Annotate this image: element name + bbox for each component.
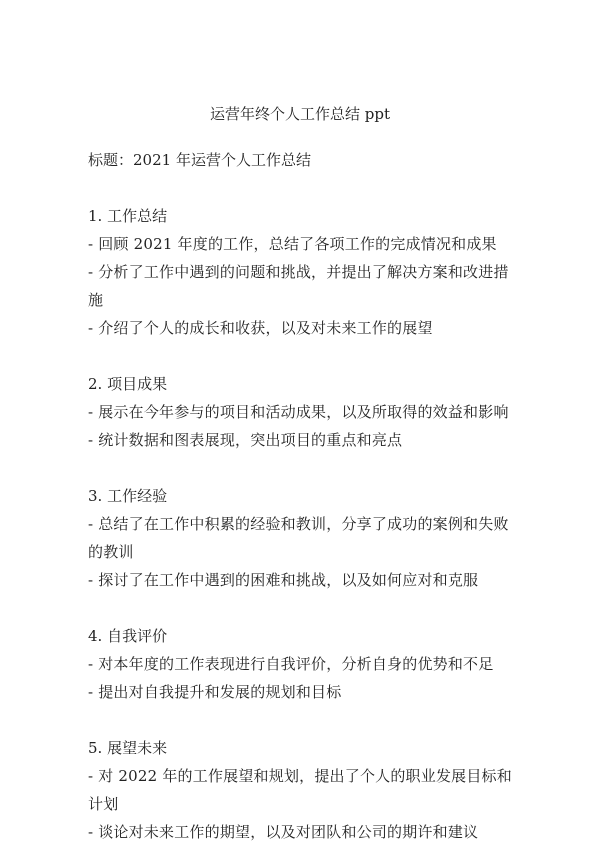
bullet-item: - 对本年度的工作表现进行自我评价，分析自身的优势和不足 bbox=[88, 655, 494, 673]
bullet-item: - 谈论对未来工作的期望，以及对团队和公司的期许和建议 bbox=[88, 823, 479, 841]
bullet-item: - 统计数据和图表展现，突出项目的重点和亮点 bbox=[88, 431, 403, 449]
section-heading: 5. 展望未来 bbox=[88, 739, 168, 757]
bullet-item: - 介绍了个人的成长和收获，以及对未来工作的展望 bbox=[88, 319, 433, 337]
section-heading: 2. 项目成果 bbox=[88, 375, 168, 393]
bullet-item: - 分析了工作中遇到的问题和挑战，并提出了解决方案和改进措施 bbox=[88, 263, 509, 309]
bullet-item: - 展示在今年参与的项目和活动成果，以及所取得的效益和影响 bbox=[88, 403, 509, 421]
section-heading: 4. 自我评价 bbox=[88, 627, 168, 645]
document-title: 运营年终个人工作总结 ppt bbox=[209, 105, 390, 123]
section-work-summary bbox=[88, 202, 512, 342]
bullet-item: - 总结了在工作中积累的经验和教训，分享了成功的案例和失败的教训 bbox=[88, 515, 509, 561]
bullet-item: - 提出对自我提升和发展的规划和目标 bbox=[88, 683, 342, 701]
section-heading: 3. 工作经验 bbox=[88, 487, 168, 505]
section-project-results bbox=[88, 370, 512, 454]
bullet-item: - 探讨了在工作中遇到的困难和挑战，以及如何应对和克服 bbox=[88, 571, 479, 589]
section-work-experience bbox=[88, 482, 512, 594]
section-heading: 1. 工作总结 bbox=[88, 207, 168, 225]
bullet-item: - 回顾 2021 年度的工作，总结了各项工作的完成情况和成果 bbox=[88, 235, 497, 253]
bullet-item: - 对 2022 年的工作展望和规划，提出了个人的职业发展目标和计划 bbox=[88, 767, 512, 813]
section-self-evaluation bbox=[88, 622, 512, 706]
document-subtitle: 标题：2021 年运营个人工作总结 bbox=[88, 151, 311, 169]
section-future-outlook bbox=[88, 734, 512, 846]
